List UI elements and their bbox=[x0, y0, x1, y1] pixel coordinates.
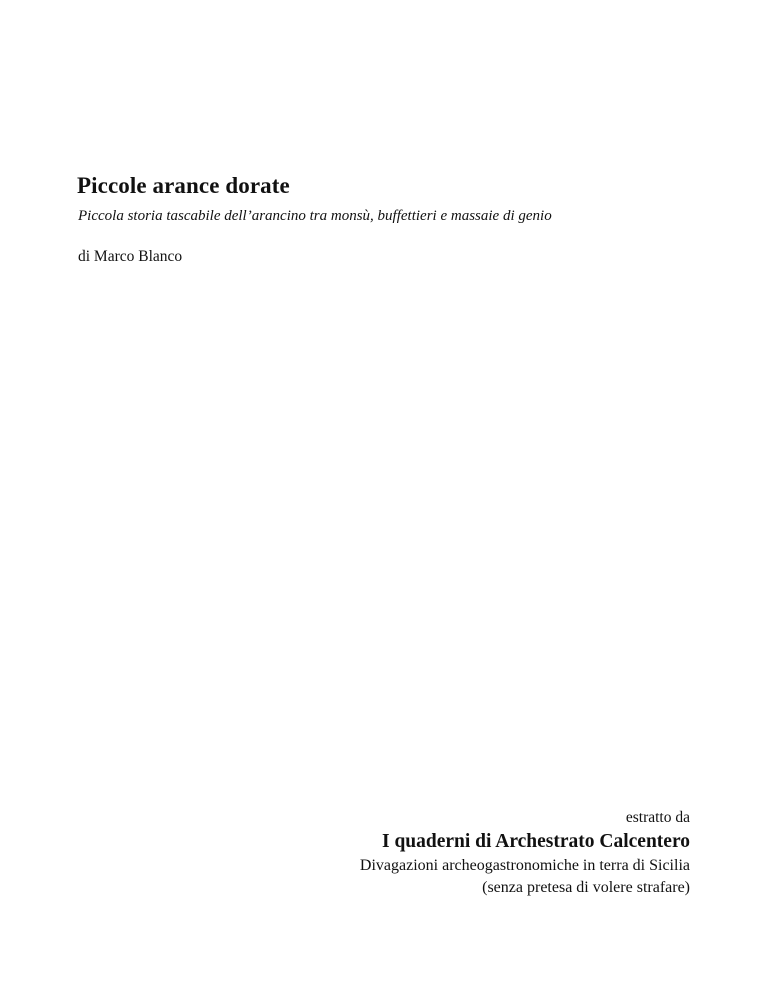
series-title: I quaderni di Archestrato Calcentero bbox=[381, 831, 690, 852]
source-block bbox=[360, 807, 690, 899]
author-line: di Marco Blanco bbox=[78, 248, 183, 265]
series-note: (senza pretesa di volere strafare) bbox=[482, 879, 690, 896]
document-subtitle: Piccola storia tascabile dell’arancino tra monsù, buffettieri e massaie di genio bbox=[78, 208, 552, 224]
source-intro: estratto da bbox=[625, 809, 690, 826]
series-subtitle: Divagazioni archeogastronomiche in terra di Sicilia bbox=[359, 857, 690, 874]
document-title: Piccole arance dorate bbox=[77, 173, 290, 198]
